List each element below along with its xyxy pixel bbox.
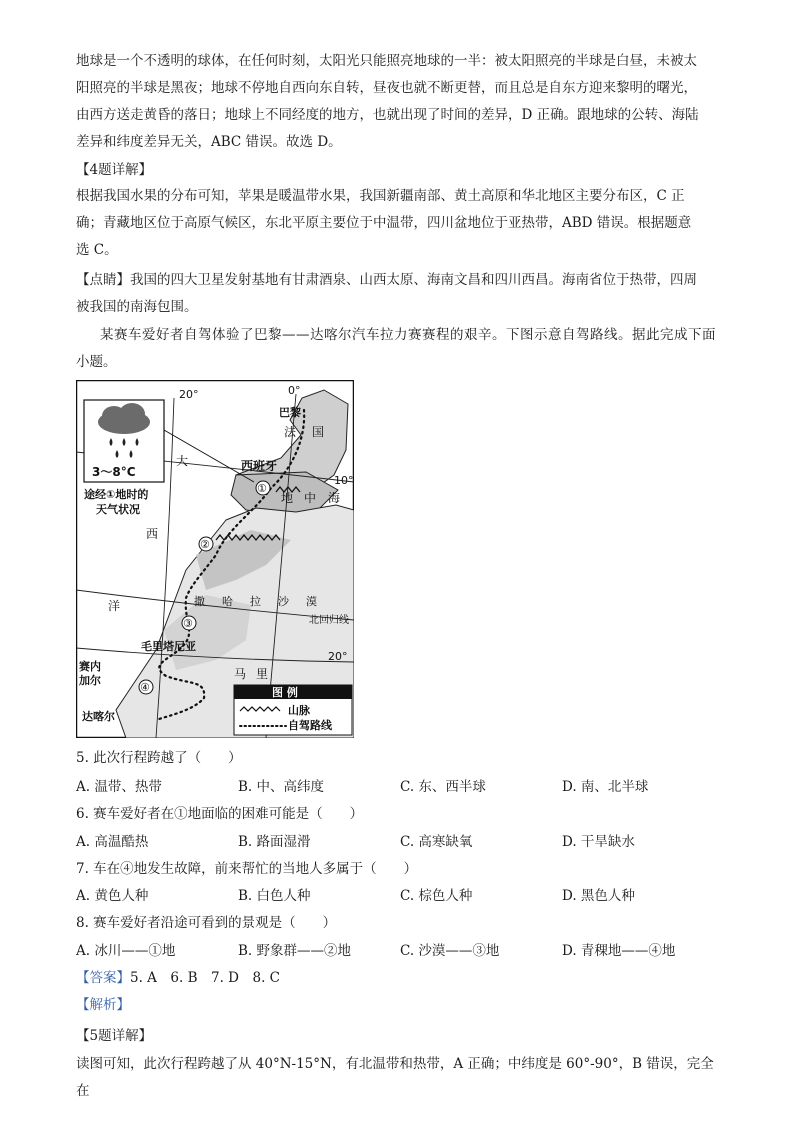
senegal-label-2: 加尔	[79, 674, 101, 687]
q5-heading: 【5题详解】	[76, 1028, 153, 1044]
option-c: C. 高寒缺氧	[400, 834, 473, 850]
option-d: D. 干旱缺水	[562, 834, 635, 850]
option-c: C. 棕色人种	[400, 888, 473, 904]
atlantic-label-1: 大	[176, 454, 189, 468]
point-4-label: ④	[140, 681, 150, 694]
option-c: C. 沙漠——③地	[400, 943, 500, 959]
text-line: 由西方送走黄昏的落日；地球上不同经度的地方，也就出现了时间的差异，D 正确。跟地球的公转、海陆	[76, 107, 699, 123]
tropic-label: 北回归线	[309, 615, 349, 626]
point-3-label: ③	[183, 617, 193, 630]
lon-20-label: 20°	[179, 388, 199, 401]
legend-mountain-label: 山脉	[288, 704, 310, 717]
option-a: A. 温带、热带	[76, 779, 162, 795]
point-2-label: ②	[200, 538, 210, 551]
text-line: 选 C。	[76, 242, 118, 258]
option-a: A. 高温酷热	[76, 834, 149, 850]
answer-text: 5. A 6. B 7. D 8. C	[130, 970, 281, 986]
point-1-label: ①	[257, 482, 267, 495]
med-label-3: 海	[328, 491, 341, 505]
weather-caption-1: 途经①地时的	[84, 488, 149, 501]
france-label-1: 法	[284, 425, 297, 439]
text-line: 阳照亮的半球是黑夜；地球不停地自西向东自转，昼夜也就不断更替，而且总是自东方迎来黎明的曙光，	[76, 80, 697, 96]
text-line: 差异和纬度差异无关，ABC 错误。故选 D。	[76, 134, 342, 150]
lat-10-label: 10°	[334, 474, 354, 487]
q5-explanation: 读图可知，此次行程跨越了从 40°N-15°N，有北温带和热带，A 正确；中纬度是 60°-90°，B 错误，完全在	[76, 1056, 714, 1099]
sahara-label-5: 漠	[306, 595, 317, 608]
atlantic-label-3: 洋	[108, 599, 121, 613]
sahara-label-1: 撒	[194, 595, 205, 608]
spain-label: 西班牙	[241, 459, 278, 473]
legend-title: 图 例	[272, 686, 298, 699]
text-line: 确；青藏地区位于高原气候区，东北平原主要位于中温带，四川盆地位于亚热带，ABD 错误。根据题意	[76, 215, 692, 231]
route-map	[76, 380, 354, 738]
lon-0-label: 0°	[288, 384, 301, 397]
text-line: 【点睛】我国的四大卫星发射基地有甘肃酒泉、山西太原、海南文昌和四川西昌。海南省位于热带，四周	[76, 272, 697, 288]
senegal-label-1: 赛内	[79, 660, 101, 673]
sahara-label-4: 沙	[278, 595, 289, 608]
lat-20-label: 20°	[328, 650, 348, 663]
q4-heading: 【4题详解】	[76, 162, 153, 178]
option-d: D. 青稞地——④地	[562, 943, 676, 959]
question-stem: 7. 车在④地发生故障，前来帮忙的当地人多属于（ ）	[76, 861, 418, 877]
legend-route-label: 自驾路线	[288, 719, 332, 732]
atlantic-label-2: 西	[146, 527, 159, 541]
option-a: A. 冰川——①地	[76, 943, 176, 959]
weather-caption-2: 天气状况	[96, 503, 140, 516]
question-stem: 8. 赛车爱好者沿途可看到的景观是（ ）	[76, 915, 337, 931]
question-stem: 5. 此次行程跨越了（ ）	[76, 750, 242, 766]
sahara-label-3: 拉	[250, 595, 261, 608]
mali-label-1: 马	[234, 667, 247, 681]
option-b: B. 中、高纬度	[238, 779, 325, 795]
mali-label-2: 里	[256, 667, 269, 681]
option-c: C. 东、西半球	[400, 779, 486, 795]
text-line: 地球是一个不透明的球体，在任何时刻，太阳光只能照亮地球的一半：被太阳照亮的半球是白昼，未被太	[76, 53, 697, 69]
analysis-label: 【解析】	[76, 997, 130, 1013]
france-label-2: 国	[312, 425, 325, 439]
answer-label: 【答案】	[76, 970, 130, 986]
option-b: B. 野象群——②地	[238, 943, 352, 959]
med-label-2: 中	[304, 491, 317, 505]
question-stem: 6. 赛车爱好者在①地面临的困难可能是（ ）	[76, 806, 364, 822]
option-b: B. 路面湿滑	[238, 834, 311, 850]
sahara-label-2: 哈	[222, 595, 233, 608]
dakar-label: 达喀尔	[82, 710, 115, 723]
text-line: 根据我国水果的分布可知，苹果是暖温带水果，我国新疆南部、黄土高原和华北地区主要分布区，C 正	[76, 188, 685, 204]
mauritania-label: 毛里塔尼亚	[141, 640, 196, 653]
text-line: 小题。	[76, 354, 117, 370]
text-line: 被我国的南海包围。	[76, 299, 198, 315]
option-d: D. 黑色人种	[562, 888, 635, 904]
text-line: 某赛车爱好者自驾体验了巴黎——达喀尔汽车拉力赛赛程的艰辛。下图示意自驾路线。据此完成下面	[100, 327, 716, 343]
paris-label: 巴黎	[279, 406, 301, 419]
option-a: A. 黄色人种	[76, 888, 149, 904]
answer-line	[76, 966, 280, 990]
temp-range: 3～8°C	[92, 465, 136, 479]
med-label-1: 地	[281, 491, 294, 505]
option-d: D. 南、北半球	[562, 779, 649, 795]
option-b: B. 白色人种	[238, 888, 311, 904]
